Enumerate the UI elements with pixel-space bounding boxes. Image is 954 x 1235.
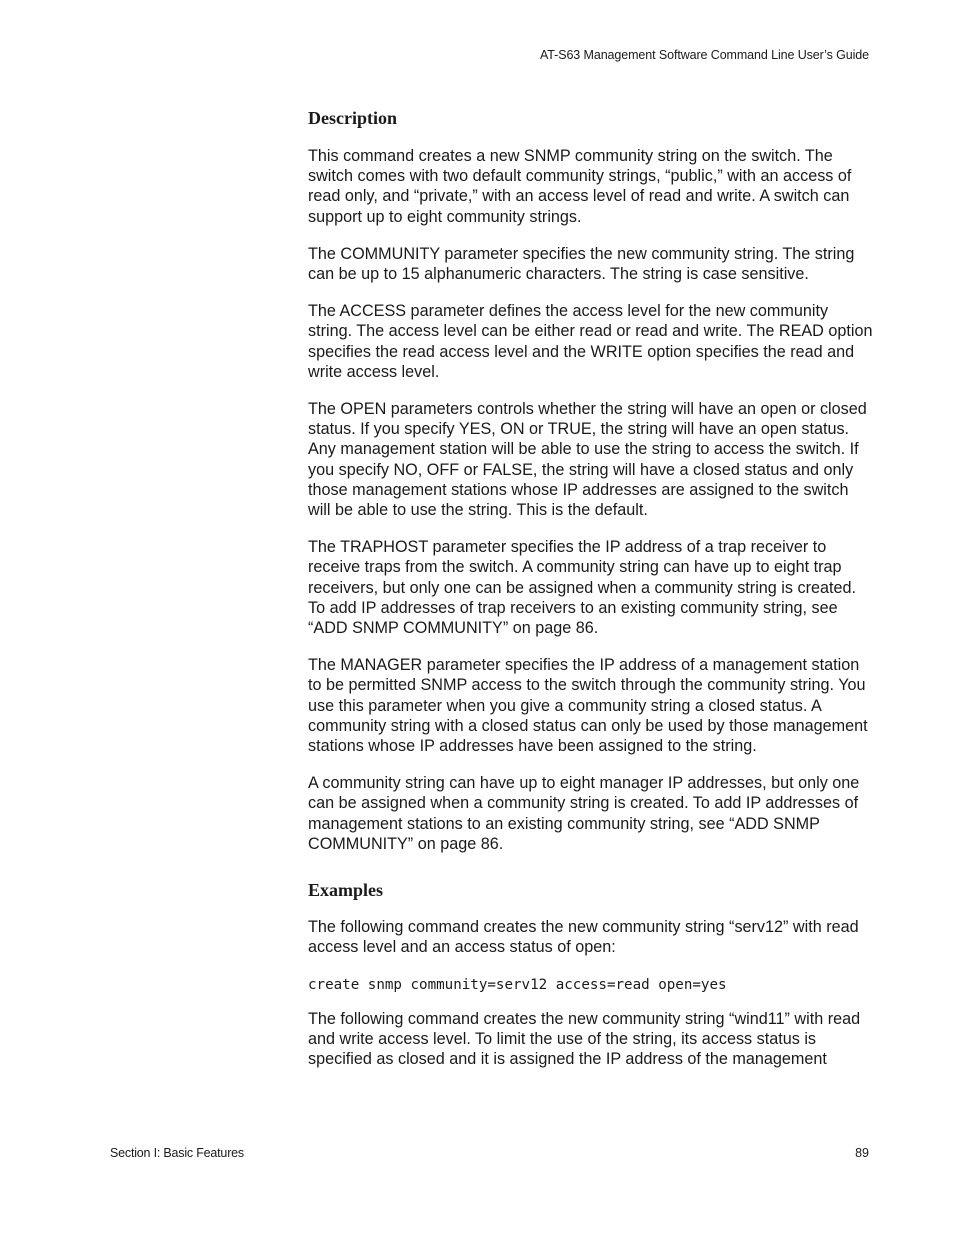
page-body bbox=[308, 106, 873, 1086]
examples-heading: Examples bbox=[308, 880, 384, 901]
description-paragraph-5: The TRAPHOST parameter specifies the IP address of a trap receiver to receive traps from the switch. A community string can have up to eight trap receivers, but only one can be assigned when a community string is created. To add IP addresses of trap receivers to an existing community string, see “ADD SNMP COMMUNITY” on page 86. bbox=[308, 538, 856, 638]
description-paragraph-4: The OPEN parameters controls whether the string will have an open or closed status. If you specify YES, ON or TRUE, the string will have an open status. Any management station will be able to use the string to access the switch. If you specify NO, OFF or FALSE, the string will have a closed status and only those management stations whose IP addresses are assigned to the switch will be able to use the string. This is the default. bbox=[308, 400, 867, 520]
description-paragraph-3: The ACCESS parameter defines the access level for the new community string. The access level can be either read or read and write. The READ option specifies the read access level and the WRITE option specifies the read and write access level. bbox=[308, 302, 873, 381]
example-1-command: create snmp community=serv12 access=read open=yes bbox=[308, 976, 727, 993]
description-heading: Description bbox=[308, 108, 397, 128]
example-2-intro: The following command creates the new community string “wind11” with read and write access level. To limit the use of the string, its access status is specified as closed and it is assigned the IP address of the management bbox=[308, 1009, 861, 1068]
description-paragraph-1: This command creates a new SNMP community string on the switch. The switch comes with two default community strings, “public,” with an access of read only, and “private,” with an access level of read and write. A switch can support up to eight community strings. bbox=[308, 147, 852, 226]
example-1-intro: The following command creates the new community string “serv12” with read access level and an access status of open: bbox=[308, 918, 859, 957]
footer-page-number: 89 bbox=[855, 1146, 869, 1160]
description-paragraph-7: A community string can have up to eight manager IP addresses, but only one can be assigned when a community string is created. To add IP addresses of management stations to an existing community string, see “ADD SNMP COMMUNITY” on page 86. bbox=[308, 774, 860, 853]
running-header: AT-S63 Management Software Command Line User’s Guide bbox=[540, 48, 869, 62]
description-paragraph-6: The MANAGER parameter specifies the IP address of a management station to be permitted SNMP access to the switch through the community string. You use this parameter when you give a community string a closed status. A community string with a closed status can only be used by those management stations whose IP addresses have been assigned to the string. bbox=[308, 656, 868, 756]
description-paragraph-2: The COMMUNITY parameter specifies the new community string. The string can be up to 15 alphanumeric characters. The string is case sensitive. bbox=[308, 244, 855, 284]
footer-section-label: Section I: Basic Features bbox=[110, 1146, 244, 1160]
